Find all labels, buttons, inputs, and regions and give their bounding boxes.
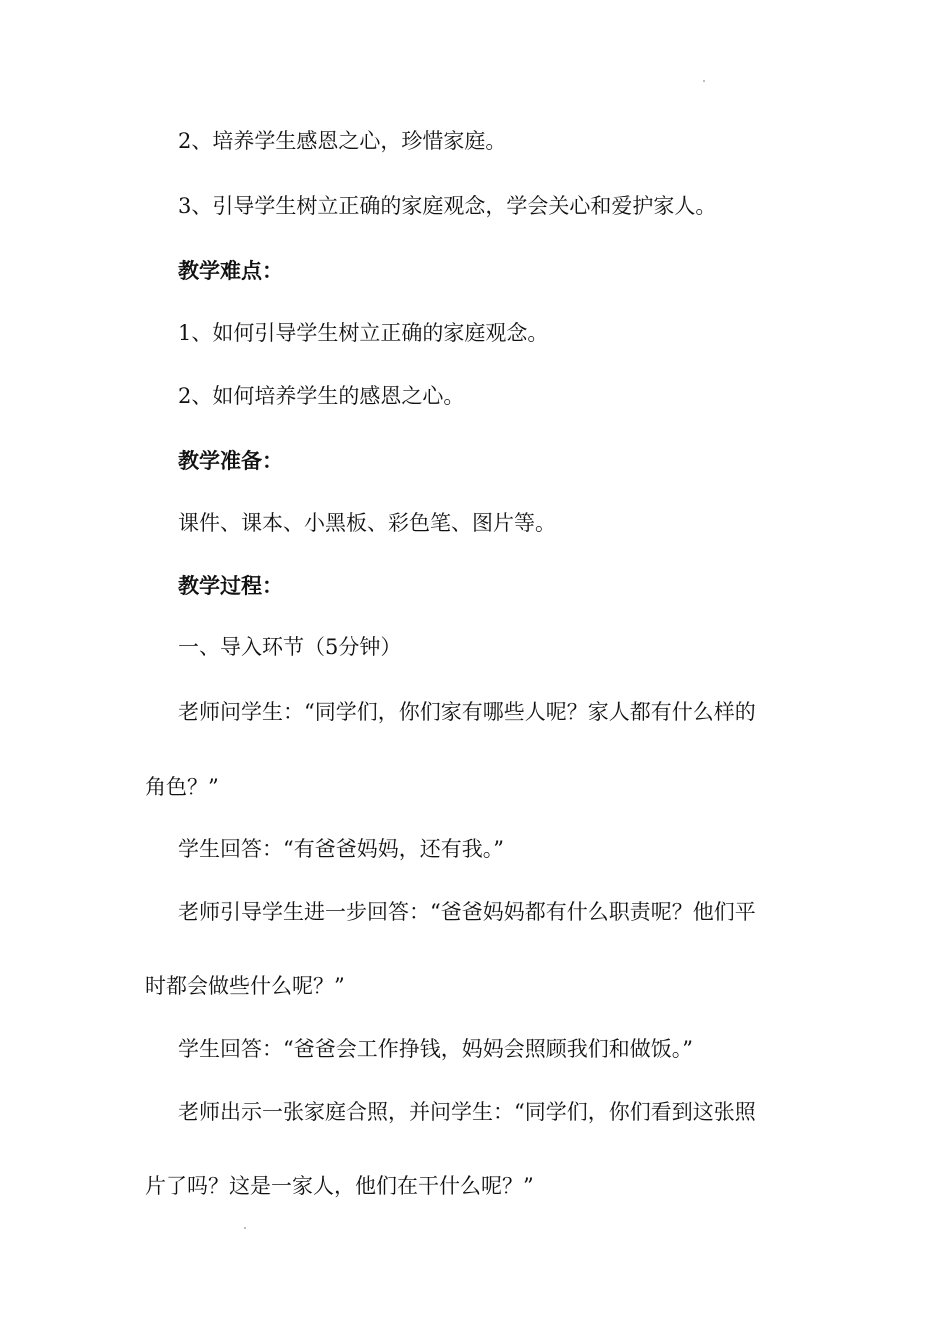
difficulty-item-2: 2、如何培养学生的感恩之心。 [178,384,465,408]
goal-item-2: 2、培养学生感恩之心，珍惜家庭。 [178,129,507,153]
paragraph-teacher-question-2: 老师引导学生进一步回答：“爸爸妈妈都有什么职责呢？他们平 [178,900,756,924]
paragraph-student-answer-2: 学生回答：“爸爸会工作挣钱，妈妈会照顾我们和做饭。” [178,1037,693,1061]
paragraph-teacher-question-1: 老师问学生：“同学们，你们家有哪些人呢？家人都有什么样的 [178,700,756,724]
paragraph-teacher-question-1-continued: 角色？” [145,775,219,799]
paragraph-teacher-question-3: 老师出示一张家庭合照，并问学生：“同学们，你们看到这张照 [178,1100,756,1124]
goal-item-3: 3、引导学生树立正确的家庭观念，学会关心和爱护家人。 [178,194,717,218]
preparation-heading: 教学准备： [178,449,283,473]
preparation-text: 课件、课本、小黑板、彩色笔、图片等。 [178,511,556,535]
difficulty-item-1: 1、如何引导学生树立正确的家庭观念。 [178,321,549,345]
scan-speck [703,80,705,82]
paragraph-teacher-question-3-continued: 片了吗？这是一家人，他们在干什么呢？” [145,1174,534,1198]
difficulties-heading: 教学难点： [178,259,283,283]
scan-speck [244,1227,246,1229]
process-heading: 教学过程： [178,574,283,598]
paragraph-student-answer-1: 学生回答：“有爸爸妈妈，还有我。” [178,837,504,861]
section-title-intro: 一、导入环节（5分钟） [178,635,402,659]
paragraph-teacher-question-2-continued: 时都会做些什么呢？” [145,974,345,998]
